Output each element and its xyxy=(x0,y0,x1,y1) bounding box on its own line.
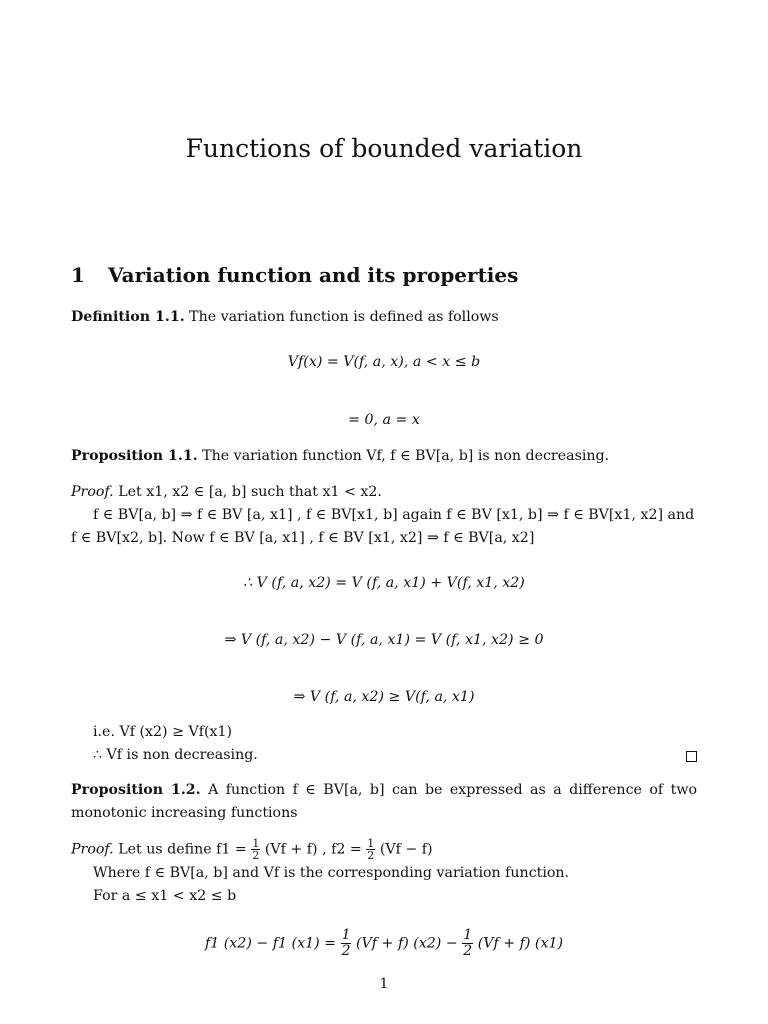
page-number: 1 xyxy=(379,976,389,992)
proof-2-line-3: For a ≤ x1 < x2 ≤ b xyxy=(93,887,237,904)
proposition-2-text: A function f ∈ BV[a, b] can be expressed as a difference of two monotonic increasing functions xyxy=(71,782,697,821)
definition-text: The variation function is defined as follows xyxy=(189,309,499,325)
fraction-one-half: $\frac{1}{2}$ xyxy=(341,927,351,959)
proof-1-equation-1: ∴ V (f, a, x2) = V (f, a, x1) + V(f, x1, x2) xyxy=(243,575,525,591)
proof-1-block xyxy=(71,481,697,550)
proof-1-line-1: Let x1, x2 ∈ [a, b] such that x1 < x2. xyxy=(118,484,382,500)
proof-2-line-2: Where f ∈ BV[a, b] and Vf is the corresponding variation function. xyxy=(93,864,570,881)
proposition-1 xyxy=(71,445,697,468)
proof-2-block xyxy=(71,838,697,908)
section-heading xyxy=(71,263,518,287)
section-title: Variation function and its properties xyxy=(108,263,519,287)
section-number: 1 xyxy=(71,263,85,287)
proof-1-line-4: i.e. Vf (x2) ≥ Vf(x1) xyxy=(93,724,233,740)
proof-1-equation-2: ⇒ V (f, a, x2) − V (f, a, x1) = V (f, x1, x2) ≥ 0 xyxy=(224,632,544,648)
definition-label: Definition 1.1. xyxy=(71,309,185,325)
proof-1-conclusion xyxy=(71,721,697,767)
fraction-one-half: $\frac{1}{2}$ xyxy=(367,837,375,862)
proposition-2 xyxy=(71,779,697,825)
proposition-1-text: The variation function Vf, f ∈ BV[a, b] is non decreasing. xyxy=(202,448,610,464)
proof-2-line-1-a: Let us define f1 = xyxy=(118,841,247,858)
proof-2-line-1-b: (Vf + f) , f2 = xyxy=(264,841,362,858)
proof-1-line-2: f ∈ BV[a, b] ⇒ f ∈ BV [a, x1] , f ∈ BV[x1, b] again f ∈ BV [x1, b] ⇒ f ∈ BV[x1, x2] and xyxy=(93,507,695,523)
proof-2-line-1-c: (Vf − f) xyxy=(379,841,433,858)
qed-square-icon xyxy=(686,751,697,762)
proof-2-equation: f1 (x2) − f1 (x1) = $\frac{1}{2}$ (Vf + f) (x2) − $\frac{1}{2}$ (Vf + f) (x1) xyxy=(204,927,564,959)
proposition-2-label: Proposition 1.2. xyxy=(71,782,201,798)
proposition-1-label: Proposition 1.1. xyxy=(71,448,198,464)
equation-definition-1: Vf(x) = V(f, a, x), a < x ≤ b xyxy=(287,354,481,370)
proof-1-equation-3: ⇒ V (f, a, x2) ≥ V(f, a, x1) xyxy=(293,689,475,705)
proof-1-line-5: ∴ Vf is non decreasing. xyxy=(93,747,258,763)
fraction-one-half: $\frac{1}{2}$ xyxy=(252,837,260,862)
fraction-one-half: $\frac{1}{2}$ xyxy=(463,927,473,959)
definition-paragraph xyxy=(71,306,697,329)
equation-definition-2: = 0, a = x xyxy=(348,412,420,428)
document-title: Functions of bounded variation xyxy=(185,134,583,163)
proof-2-label: Proof. xyxy=(71,841,114,858)
proof-1-label: Proof. xyxy=(71,484,114,500)
proof-1-line-3: f ∈ BV[x2, b]. Now f ∈ BV [a, x1] , f ∈ BV [x1, x2] ⇒ f ∈ BV[a, x2] xyxy=(71,530,535,546)
